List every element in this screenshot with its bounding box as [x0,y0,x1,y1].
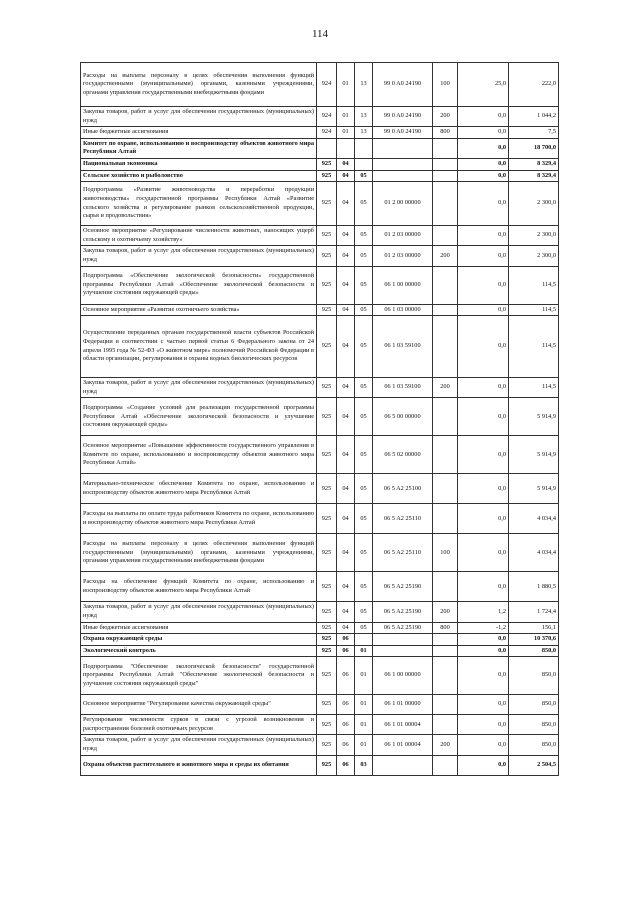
row-name: Регулирование численности сурков в связи с угрозой возникновения и распространения болезней охотничьих ресурсов [81,715,317,735]
row-vr [433,715,458,735]
row-rz: 06 [337,634,355,646]
row-vr [433,572,458,602]
row-sum-total: 5 914,9 [509,436,559,474]
row-csr: 06 5 A2 25110 [373,534,433,572]
row-rz: 04 [337,266,355,304]
row-vr [433,657,458,695]
row-sum-change: 0,0 [458,378,509,398]
row-sum-total: 114,5 [509,378,559,398]
row-pr: 05 [355,398,373,436]
row-name: Подпрограмма "Обеспечение экологической безопасности" государственной программы Республики Алтай "Обеспечение экологической безопасности и улучшение состояния окружающей среды" [81,657,317,695]
row-csr: 06 1 00 00000 [373,657,433,695]
row-pr: 05 [355,266,373,304]
row-sum-change: 0,0 [458,127,509,139]
row-pr: 05 [355,622,373,634]
row-csr [373,645,433,657]
row-rz: 04 [337,226,355,246]
row-pr: 05 [355,170,373,182]
row-name: Осуществление переданных органам государственной власти субъектов Российской Федерации в соответствии с частью первой статьи 6 Федерального закона от 24 апреля 1995 года № 52-ФЗ «О животном мире» полномочий Российской Федерации в области организации, регулирования и охраны водных биологических ресурсов [81,316,317,378]
row-ved: 925 [317,158,337,170]
row-sum-change: 0,0 [458,158,509,170]
row-ved: 925 [317,304,337,316]
row-vr [433,755,458,775]
table-row [81,226,559,246]
row-vr: 200 [433,602,458,622]
row-ved: 925 [317,474,337,504]
row-rz: 04 [337,572,355,602]
row-vr: 100 [433,534,458,572]
row-pr: 13 [355,63,373,107]
table-row [81,158,559,170]
row-csr: 06 1 00 00000 [373,266,433,304]
row-ved: 925 [317,645,337,657]
row-rz: 06 [337,715,355,735]
row-sum-total: 7,5 [509,127,559,139]
row-rz: 06 [337,735,355,755]
row-ved: 924 [317,127,337,139]
row-vr [433,474,458,504]
row-sum-change: 0,0 [458,182,509,226]
row-name: Сельское хозяйство и рыболовство [81,170,317,182]
row-csr: 01 2 03 00000 [373,246,433,266]
row-pr: 05 [355,246,373,266]
row-pr [355,634,373,646]
row-csr: 06 5 A2 25100 [373,474,433,504]
row-sum-change: 0,0 [458,266,509,304]
table-row [81,602,559,622]
row-name: Расходы на выплаты персоналу в целях обеспечения выполнения функций государственными (муниципальными) органами, казенными учреждениями, органами управления государственными внебюджетными фондами [81,63,317,107]
row-vr [433,170,458,182]
row-name: Расходы на выплаты по оплате труда работников Комитета по охране, использованию и воспроизводству объектов животного мира Республики Алтай [81,504,317,534]
row-sum-total: 4 034,4 [509,534,559,572]
row-csr: 06 1 03 59100 [373,316,433,378]
table-row [81,398,559,436]
row-vr: 200 [433,735,458,755]
row-name: Национальная экономика [81,158,317,170]
row-pr: 05 [355,226,373,246]
row-sum-change: 0,0 [458,170,509,182]
row-rz: 01 [337,127,355,139]
table-row [81,534,559,572]
row-vr [433,226,458,246]
row-sum-change: 0,0 [458,246,509,266]
row-csr: 99 0 A0 24190 [373,63,433,107]
row-rz: 04 [337,158,355,170]
row-sum-total: 1 044,2 [509,107,559,127]
row-pr: 05 [355,534,373,572]
row-name: Материально-техническое обеспечение Комитета по охране, использованию и воспроизводству объектов животного мира Республики Алтай [81,474,317,504]
budget-table [80,62,559,776]
table-row [81,735,559,755]
row-csr: 01 2 00 00000 [373,182,433,226]
row-sum-change: 0,0 [458,634,509,646]
row-name: Подпрограмма «Обеспечение экологической безопасности» государственной программы Республики Алтай «Обеспечение экологической безопасности и улучшение состояния окружающей среды» [81,266,317,304]
row-ved [317,138,337,158]
table-row [81,182,559,226]
row-sum-change: 0,0 [458,436,509,474]
row-csr [373,755,433,775]
row-vr [433,634,458,646]
row-csr: 06 1 01 00000 [373,695,433,715]
row-name: Основное мероприятие «Повышение эффективности государственного управления в Комитете по охране, использованию и воспроизводству объектов животного мира Республики Алтай» [81,436,317,474]
row-sum-change: 1,2 [458,602,509,622]
row-vr: 800 [433,127,458,139]
row-sum-total: 850,0 [509,735,559,755]
row-sum-change: 0,0 [458,316,509,378]
row-name: Подпрограмма «Развитие животноводства и переработки продукции животноводства» государственной программы Республики Алтай «Развитие сельского хозяйства и регулирование рынков сельскохозяйственной продукции, сырья и продовольствия» [81,182,317,226]
row-csr [373,634,433,646]
row-pr: 05 [355,304,373,316]
table-row [81,266,559,304]
row-csr: 06 5 00 00000 [373,398,433,436]
row-csr: 99 0 A0 24190 [373,107,433,127]
row-sum-total: 850,0 [509,657,559,695]
row-pr: 05 [355,436,373,474]
row-rz: 04 [337,170,355,182]
row-csr: 99 0 A0 24190 [373,127,433,139]
row-rz: 04 [337,504,355,534]
row-csr: 06 1 03 00000 [373,304,433,316]
table-row [81,755,559,775]
table-row [81,316,559,378]
row-ved: 925 [317,622,337,634]
row-name: Охрана окружающей среды [81,634,317,646]
row-csr: 06 5 02 00000 [373,436,433,474]
row-pr: 05 [355,316,373,378]
row-rz: 06 [337,645,355,657]
row-sum-total: 8 329,4 [509,158,559,170]
row-ved: 925 [317,378,337,398]
row-vr [433,304,458,316]
row-sum-change: 0,0 [458,695,509,715]
row-sum-change: 0,0 [458,755,509,775]
row-ved: 925 [317,266,337,304]
row-ved: 925 [317,735,337,755]
row-sum-total: 114,5 [509,266,559,304]
row-ved: 925 [317,436,337,474]
row-sum-total: 850,0 [509,695,559,715]
row-rz: 06 [337,695,355,715]
row-rz: 04 [337,182,355,226]
row-ved: 925 [317,602,337,622]
table-row [81,715,559,735]
row-pr: 05 [355,602,373,622]
row-csr: 06 1 03 59100 [373,378,433,398]
row-sum-change: 0,0 [458,226,509,246]
row-csr: 06 1 01 00004 [373,735,433,755]
row-sum-change: 0,0 [458,138,509,158]
row-pr: 05 [355,504,373,534]
row-name: Основное мероприятие "Регулирование качества окружающей среды" [81,695,317,715]
row-csr [373,158,433,170]
row-csr: 01 2 03 00000 [373,226,433,246]
row-rz: 04 [337,378,355,398]
row-vr [433,398,458,436]
table-row [81,138,559,158]
row-csr: 06 5 A2 25110 [373,504,433,534]
row-sum-total: 5 914,9 [509,474,559,504]
row-ved: 924 [317,63,337,107]
table-row [81,127,559,139]
row-name: Закупка товаров, работ и услуг для обеспечения государственных (муниципальных) нужд [81,107,317,127]
row-csr: 06 5 A2 25190 [373,602,433,622]
row-ved: 925 [317,246,337,266]
row-vr: 200 [433,378,458,398]
row-pr: 03 [355,755,373,775]
row-sum-total: 8 329,4 [509,170,559,182]
row-vr: 100 [433,63,458,107]
row-rz: 04 [337,246,355,266]
row-sum-total: 5 914,9 [509,398,559,436]
row-vr [433,504,458,534]
row-ved: 925 [317,398,337,436]
row-name: Основное мероприятие «Развитие охотничьего хозяйства» [81,304,317,316]
row-rz: 04 [337,398,355,436]
row-sum-total: 10 370,6 [509,634,559,646]
row-vr: 200 [433,246,458,266]
row-vr: 800 [433,622,458,634]
row-sum-change: -1,2 [458,622,509,634]
row-rz: 06 [337,755,355,775]
row-pr: 05 [355,378,373,398]
row-name: Расходы на выплаты персоналу в целях обеспечения выполнения функций государственными (муниципальными) органами, казенными учреждениями, органами управления государственными внебюджетными фондами [81,534,317,572]
row-rz: 04 [337,534,355,572]
table-row [81,634,559,646]
row-sum-change: 0,0 [458,572,509,602]
table-row [81,170,559,182]
table-row [81,63,559,107]
row-ved: 925 [317,504,337,534]
row-name: Закупка товаров, работ и услуг для обеспечения государственных (муниципальных) нужд [81,378,317,398]
row-ved: 925 [317,695,337,715]
row-pr [355,138,373,158]
row-pr: 01 [355,645,373,657]
row-name: Основное мероприятие «Регулирование численности животных, наносящих ущерб сельскому и охотничьему хозяйству» [81,226,317,246]
row-pr: 05 [355,572,373,602]
row-pr: 13 [355,107,373,127]
table-row [81,622,559,634]
row-sum-total: 2 300,0 [509,226,559,246]
row-name: Закупка товаров, работ и услуг для обеспечения государственных (муниципальных) нужд [81,735,317,755]
row-vr [433,645,458,657]
row-pr: 05 [355,182,373,226]
row-sum-total: 1 724,4 [509,602,559,622]
table-row [81,304,559,316]
row-vr [433,266,458,304]
row-sum-change: 0,0 [458,645,509,657]
row-rz: 04 [337,474,355,504]
row-rz: 04 [337,436,355,474]
row-sum-total: 4 034,4 [509,504,559,534]
row-csr: 06 1 01 00004 [373,715,433,735]
row-name: Расходы на обеспечение функций Комитета по охране, использованию и воспроизводству объектов животного мира Республики Алтай [81,572,317,602]
row-name: Подпрограмма «Создание условий для реализации государственной программы Республики Алтай «Обеспечение экологической безопасности и улучшение состояния окружающей среды» [81,398,317,436]
row-sum-change: 0,0 [458,715,509,735]
row-pr: 05 [355,474,373,504]
row-name: Закупка товаров, работ и услуг для обеспечения государственных (муниципальных) нужд [81,602,317,622]
row-ved: 925 [317,755,337,775]
page-number: 114 [311,28,329,40]
row-vr [433,138,458,158]
table-row [81,474,559,504]
row-name: Иные бюджетные ассигнования [81,622,317,634]
row-sum-total: 156,1 [509,622,559,634]
row-sum-change: 0,0 [458,474,509,504]
row-rz: 04 [337,602,355,622]
row-sum-total: 18 700,0 [509,138,559,158]
row-vr [433,158,458,170]
row-vr: 200 [433,107,458,127]
row-pr: 01 [355,715,373,735]
row-csr: 06 5 A2 25190 [373,572,433,602]
table-row [81,645,559,657]
row-sum-total: 114,5 [509,316,559,378]
row-sum-total: 2 300,0 [509,182,559,226]
table-row [81,436,559,474]
row-ved: 924 [317,107,337,127]
row-csr [373,170,433,182]
row-pr [355,158,373,170]
row-ved: 925 [317,316,337,378]
row-sum-total: 2 300,0 [509,246,559,266]
row-sum-change: 0,0 [458,398,509,436]
row-rz [337,138,355,158]
row-rz: 06 [337,657,355,695]
table-row [81,695,559,715]
row-sum-total: 850,0 [509,715,559,735]
row-ved: 925 [317,634,337,646]
row-sum-total: 222,0 [509,63,559,107]
row-name: Охрана объектов растительного и животного мира и среды их обитания [81,755,317,775]
row-sum-change: 0,0 [458,107,509,127]
row-rz: 04 [337,622,355,634]
row-sum-change: 0,0 [458,304,509,316]
row-ved: 925 [317,182,337,226]
row-csr [373,138,433,158]
row-sum-change: 25,0 [458,63,509,107]
row-name: Экологический контроль [81,645,317,657]
row-ved: 925 [317,657,337,695]
row-rz: 01 [337,63,355,107]
table-row [81,246,559,266]
row-pr: 01 [355,657,373,695]
row-name: Иные бюджетные ассигнования [81,127,317,139]
row-pr: 01 [355,735,373,755]
row-sum-change: 0,0 [458,657,509,695]
table-row [81,504,559,534]
row-vr [433,695,458,715]
row-pr: 01 [355,695,373,715]
table-row [81,107,559,127]
row-sum-change: 0,0 [458,534,509,572]
row-sum-total: 1 880,5 [509,572,559,602]
row-name: Закупка товаров, работ и услуг для обеспечения государственных (муниципальных) нужд [81,246,317,266]
table-row [81,378,559,398]
row-sum-total: 2 504,5 [509,755,559,775]
table-row [81,657,559,695]
row-sum-change: 0,0 [458,504,509,534]
row-rz: 01 [337,107,355,127]
row-vr [433,316,458,378]
row-name: Комитет по охране, использованию и воспроизводству объектов животного мира Республики Алтай [81,138,317,158]
row-rz: 04 [337,304,355,316]
row-sum-total: 850,0 [509,645,559,657]
row-ved: 925 [317,534,337,572]
row-ved: 925 [317,226,337,246]
row-ved: 925 [317,170,337,182]
row-csr: 06 5 A2 25190 [373,622,433,634]
row-sum-total: 114,5 [509,304,559,316]
row-pr: 13 [355,127,373,139]
row-rz: 04 [337,316,355,378]
row-vr [433,436,458,474]
table-row [81,572,559,602]
row-vr [433,182,458,226]
row-sum-change: 0,0 [458,735,509,755]
row-ved: 925 [317,715,337,735]
row-ved: 925 [317,572,337,602]
